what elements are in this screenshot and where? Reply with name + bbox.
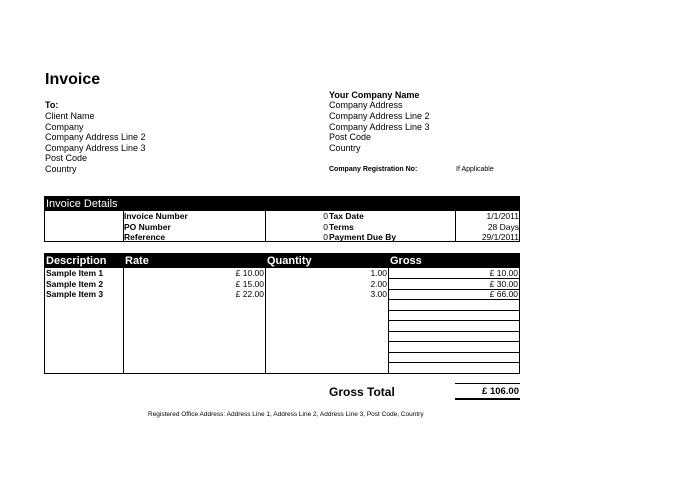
tax-date-value: 1/1/2011 — [486, 211, 519, 221]
client-address-3: Company Address Line 3 — [45, 143, 146, 153]
company-postcode: Post Code — [329, 132, 372, 142]
divider — [123, 268, 124, 373]
item-rate: £ 10.00 — [235, 268, 264, 278]
invoice-number-label: Invoice Number — [124, 211, 188, 221]
gross-total-box — [455, 383, 520, 400]
client-name: Client Name — [45, 111, 95, 121]
terms-value: 28 Days — [487, 222, 519, 232]
client-postcode: Post Code — [45, 153, 88, 163]
gross-header: Gross — [390, 255, 422, 267]
item-quantity: 2.00 — [370, 279, 387, 289]
invoice-details-header: Invoice Details — [45, 197, 519, 211]
reference-value: 0 — [323, 232, 328, 242]
company-address-3: Company Address Line 3 — [329, 122, 430, 132]
item-rate: £ 15.00 — [235, 279, 264, 289]
company-country: Country — [329, 143, 361, 153]
po-number-label: PO Number — [124, 222, 171, 232]
line-items-table — [44, 253, 520, 374]
invoice-number-value: 0 — [323, 211, 328, 221]
client-company: Company — [45, 122, 84, 132]
company-address: Company Address — [329, 100, 403, 110]
company-name: Your Company Name — [329, 90, 420, 100]
registered-office-footer: Registered Office Address: Address Line 1, Address Line 2, Address Line 3, Post Code, Country — [148, 411, 424, 418]
invoice-title: Invoice — [45, 71, 101, 88]
item-quantity: 1.00 — [370, 268, 387, 278]
gross-grid-line — [388, 341, 520, 342]
quantity-header: Quantity — [267, 255, 312, 267]
po-number-value: 0 — [323, 222, 328, 232]
to-label: To: — [45, 100, 59, 110]
item-gross: £ 10.00 — [489, 268, 518, 278]
item-quantity: 3.00 — [370, 289, 387, 299]
item-gross: £ 66.00 — [489, 289, 518, 299]
gross-grid-line — [388, 320, 520, 321]
item-gross: £ 30.00 — [489, 279, 518, 289]
client-address-2: Company Address Line 2 — [45, 132, 146, 142]
gross-grid-line — [388, 362, 520, 363]
registration-value: If Applicable — [456, 166, 494, 173]
client-country: Country — [45, 164, 77, 174]
gross-grid-line — [388, 310, 520, 311]
item-description: Sample Item 1 — [46, 268, 104, 278]
item-description: Sample Item 2 — [46, 279, 104, 289]
company-address-2: Company Address Line 2 — [329, 111, 430, 121]
registration-label: Company Registration No: — [329, 166, 418, 173]
terms-label: Terms — [329, 222, 354, 232]
payment-due-label: Payment Due By — [329, 232, 397, 242]
item-rate: £ 22.00 — [235, 289, 264, 299]
gross-total-value: £ 106.00 — [482, 386, 519, 397]
divider — [455, 211, 456, 242]
gross-grid-line — [388, 331, 520, 332]
gross-total-label: Gross Total — [329, 385, 395, 399]
tax-date-label: Tax Date — [329, 211, 364, 221]
invoice-details-table — [44, 196, 520, 242]
reference-label: Reference — [124, 232, 166, 242]
payment-due-value: 29/1/2011 — [481, 232, 519, 242]
divider — [265, 268, 266, 373]
item-description: Sample Item 3 — [46, 289, 104, 299]
description-header: Description — [46, 255, 107, 267]
rate-header: Rate — [125, 255, 149, 267]
gross-grid-line — [388, 352, 520, 353]
